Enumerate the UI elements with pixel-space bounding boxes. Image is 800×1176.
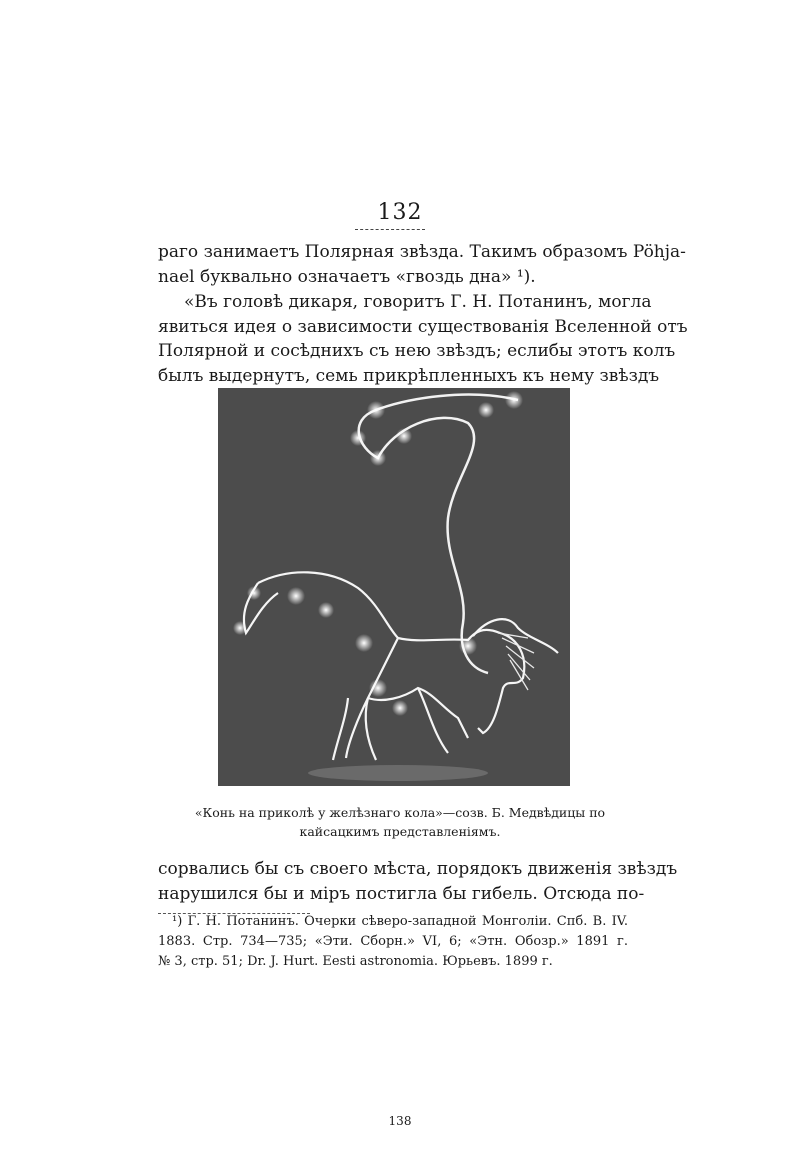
horse-constellation-illustration: [218, 388, 570, 786]
star-icon: [367, 401, 385, 419]
caption-line: «Конь на приколѣ у желѣзнаго кола»—созв. Б. Медвѣдицы по: [194, 805, 606, 820]
star-icon: [459, 637, 477, 655]
page-number: 132: [377, 200, 423, 225]
text-line: Полярной и сосѣднихъ съ нею звѣздъ; еслибы этотъ колъ: [158, 341, 676, 361]
ground-shading: [308, 765, 488, 781]
text-line: былъ выдернутъ, семь прикрѣпленныхъ къ нему звѣздъ: [158, 365, 660, 386]
page-number-rule: [355, 229, 425, 230]
star-icon: [392, 700, 408, 716]
constellation-figure: [218, 388, 570, 786]
paragraph-2: [158, 290, 688, 388]
paragraph-3: [158, 857, 678, 906]
text-line: раго занимаетъ Полярная звѣзда. Такимъ образомъ Pöhja-: [158, 242, 686, 262]
text-line: нарушился бы и міръ постигла бы гибель. Отсюда по-: [158, 883, 645, 904]
text-line: «Въ головѣ дикаря, говоритъ Г. Н. Потанинъ, могла: [184, 292, 652, 312]
star-icon: [369, 679, 387, 697]
star-icon: [233, 621, 247, 635]
caption-line: кайсацкимъ представленіямъ.: [299, 824, 501, 839]
star-icon: [318, 602, 334, 618]
footnote-line: 1883. Стр. 734—735; «Эти. Сборн.» VI, 6; «Этн. Обозр.» 1891 г.: [158, 934, 628, 949]
star-icon: [478, 402, 494, 418]
folio-number: 138: [388, 1114, 412, 1128]
star-icon: [287, 587, 305, 605]
paragraph-1: [158, 240, 686, 289]
star-icon: [355, 634, 373, 652]
star-icon: [370, 450, 386, 466]
footnote-line: ¹) Г. Н. Потанинъ. Очерки сѣверо-западной Монголіи. Спб. В. IV.: [172, 914, 628, 929]
star-icon: [396, 428, 412, 444]
text-line: nael буквально означаетъ «гвоздь дна» ¹).: [158, 266, 536, 287]
text-line: сорвались бы съ своего мѣста, порядокъ движенія звѣздъ: [158, 859, 678, 879]
footnote-line: № 3, стр. 51; Dr. J. Hurt. Eesti astronomia. Юрьевъ. 1899 г.: [158, 954, 553, 969]
text-line: явиться идея о зависимости существованія Вселенной отъ: [158, 316, 688, 337]
star-icon: [505, 391, 523, 409]
figure-caption: [170, 803, 630, 841]
star-icon: [247, 586, 261, 600]
footnote: [158, 912, 628, 972]
star-icon: [350, 430, 366, 446]
